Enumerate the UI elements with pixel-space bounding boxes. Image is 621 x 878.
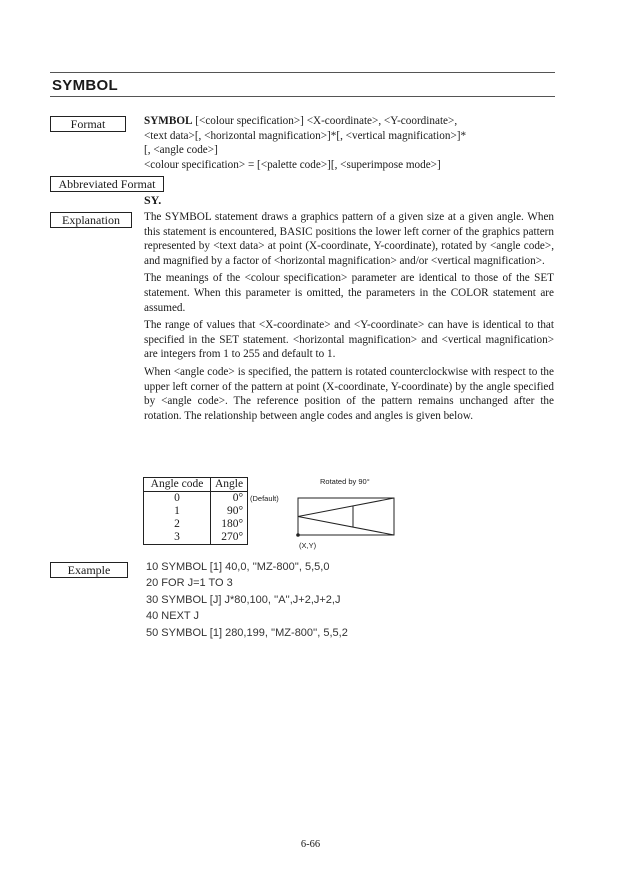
page-number: 6-66 [300,839,321,850]
table-row [144,505,248,518]
angle-code-cell: 3 [144,531,211,545]
table-row [144,492,248,506]
example-code [146,559,348,641]
table-row [144,518,248,531]
origin-point [296,533,300,537]
section-title: SYMBOL [52,77,118,94]
code-line: 10 SYMBOL [1] 40,0, ''MZ-800'', 5,5,0 [146,561,330,573]
explanation-paragraph-4: When <angle code> is specified, the pattern is rotated counterclockwise with respect to the upper left corner of the pattern at point (X-coordinate, Y-coordinate) by the angle specified by <angle code>. The reference position of the pattern remains unchanged after the rotation. The relationship between angle codes and angles is given below. [144,365,554,422]
abbreviated-label: Abbreviated Format [50,176,164,192]
example-label: Example [50,562,128,578]
angle-code-table [143,477,248,545]
code-line: 20 FOR J=1 TO 3 [146,577,233,590]
explanation-label: Explanation [50,212,132,228]
angle-value-cell: 180° [211,518,248,531]
explanation-paragraph-1: The SYMBOL statement draws a graphics pattern of a given size at a given angle. When this statement is encountered, BASIC positions the lower left corner of the graphics pattern represented by <text data> at point (X-coordinate, Y-coordinate), rotated by <angle code>, and magnified by a factor of <horizontal magnification> and/or <vertical magnification>. [144,211,554,267]
format-line-2: <text data>[, <horizontal magnification>]*[, <vertical magnification>]* [144,129,467,142]
code-line: 30 SYMBOL [J] J*80,100, ''A'',J+2,J+2,J [146,593,341,606]
angle-value-cell: 270° [211,531,248,545]
default-note: (Default) [250,494,279,503]
top-rule [50,72,555,73]
explanation-paragraph-3: The range of values that <X-coordinate> and <Y-coordinate> can have is identical to that specified in the SET statement. <horizontal magnification> and <vertical magnification> are integers from 1 to 255 and default to 1. [144,319,554,361]
abbreviated-value: SY. [144,193,162,207]
title-rule [50,96,555,97]
table-row [144,531,248,545]
angle-table-header-angle: Angle [211,478,248,492]
explanation-paragraph-2: The meanings of the <colour specification> parameter are identical to those of the SET statement. When this parameter is omitted, the parameters in the COLOR statement are assumed. [144,272,554,314]
angle-code-cell: 0 [144,492,211,506]
angle-value-cell: 0° [211,492,248,506]
format-line-1: [<colour specification>] <X-coordinate>, <Y-coordinate>, [192,115,458,127]
angle-table-header-code: Angle code [144,478,211,492]
rotation-diagram [295,492,405,542]
diagram-caption: Rotated by 90° [320,477,370,486]
angle-value-cell: 90° [211,505,248,518]
explanation-block [144,210,554,426]
format-line-3: [, <angle code>] [144,144,218,157]
pattern-box [298,498,394,535]
format-line-4: <colour specification> = [<palette code>][, <superimpose mode>] [144,158,441,171]
pattern-arrow [298,498,394,535]
code-line: 40 NEXT J [146,610,199,623]
angle-code-cell: 2 [144,518,211,531]
format-block [144,114,554,172]
angle-code-cell: 1 [144,505,211,518]
format-keyword: SYMBOL [144,115,193,127]
code-line: 50 SYMBOL [1] 280,199, ''MZ-800'', 5,5,2 [146,626,348,639]
origin-label: (X,Y) [299,541,317,550]
format-label: Format [50,116,126,132]
